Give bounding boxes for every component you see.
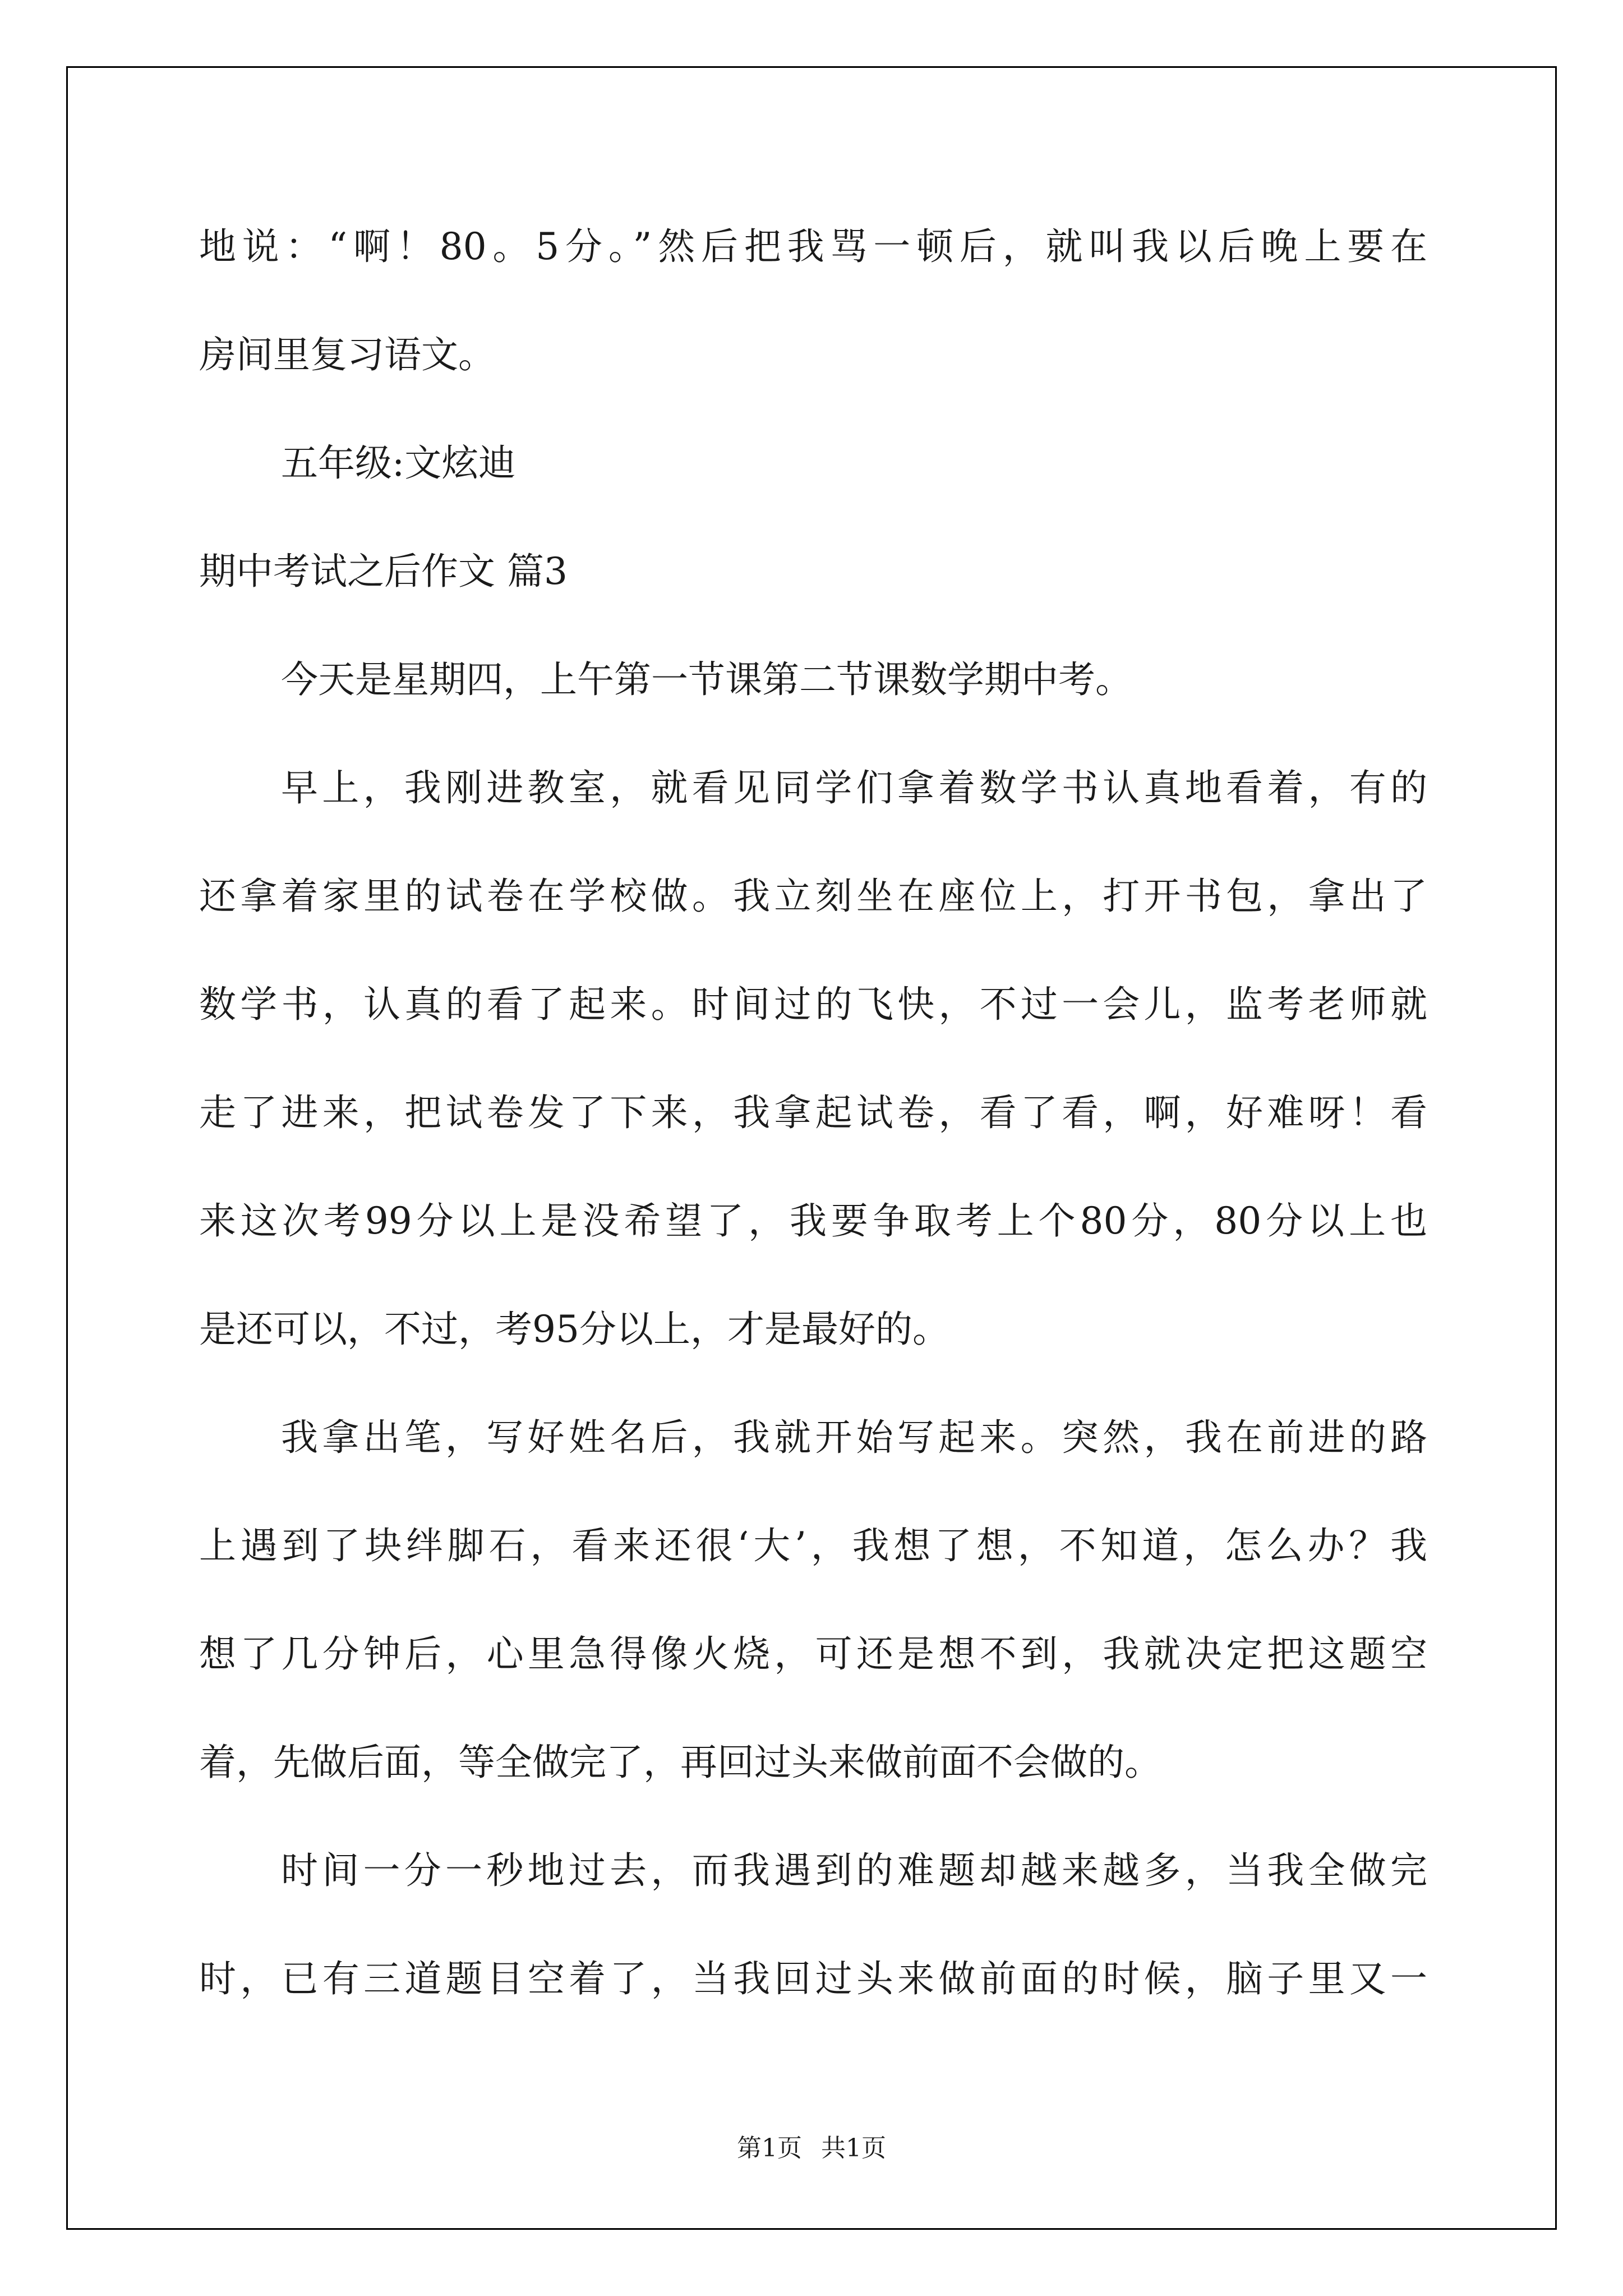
document-body <box>199 213 1427 2054</box>
text-line: 地说：“啊！80。5分。”然后把我骂一顿后，就叫我以后晚上要在 <box>199 225 1427 268</box>
text-line: 数学书，认真的看了起来。时间过的飞快，不过一会儿，监考老师就 <box>199 983 1427 1026</box>
text-line: 想了几分钟后，心里急得像火烧，可还是想不到，我就决定把这题空 <box>199 1632 1427 1676</box>
text-line: 今天是星期四，上午第一节课第二节课数学期中考。 <box>281 658 1132 701</box>
text-line: 房间里复习语文。 <box>199 333 495 376</box>
text-line: 五年级:文炫迪 <box>281 441 516 485</box>
page-total: 共1页 <box>821 2134 886 2162</box>
text-line: 来这次考99分以上是没希望了，我要争取考上个80分，80分以上也 <box>199 1199 1427 1243</box>
text-line: 上遇到了块绊脚石，看来还很‘大’，我想了想，不知道，怎么办？我 <box>199 1524 1427 1567</box>
text-line: 是还可以，不过，考95分以上，才是最好的。 <box>199 1308 949 1351</box>
text-line: 走了进来，把试卷发了下来，我拿起试卷，看了看，啊，好难呀！看 <box>199 1091 1427 1134</box>
text-line: 我拿出笔，写好姓名后，我就开始写起来。突然，我在前进的路 <box>281 1416 1427 1459</box>
text-line: 期中考试之后作文 篇3 <box>199 550 568 593</box>
page-number: 第1页 <box>737 2134 802 2162</box>
text-line: 还拿着家里的试卷在学校做。我立刻坐在座位上，打开书包，拿出了 <box>199 875 1427 918</box>
text-line: 早上，我刚进教室，就看见同学们拿着数学书认真地看着，有的 <box>281 766 1427 809</box>
page-footer <box>0 2132 1623 2165</box>
text-line: 着，先做后面，等全做完了，再回过头来做前面不会做的。 <box>199 1741 1161 1784</box>
text-line: 时，已有三道题目空着了，当我回过头来做前面的时候，脑子里又一 <box>199 1957 1427 2000</box>
text-line: 时间一分一秒地过去，而我遇到的难题却越来越多，当我全做完 <box>281 1849 1427 1892</box>
